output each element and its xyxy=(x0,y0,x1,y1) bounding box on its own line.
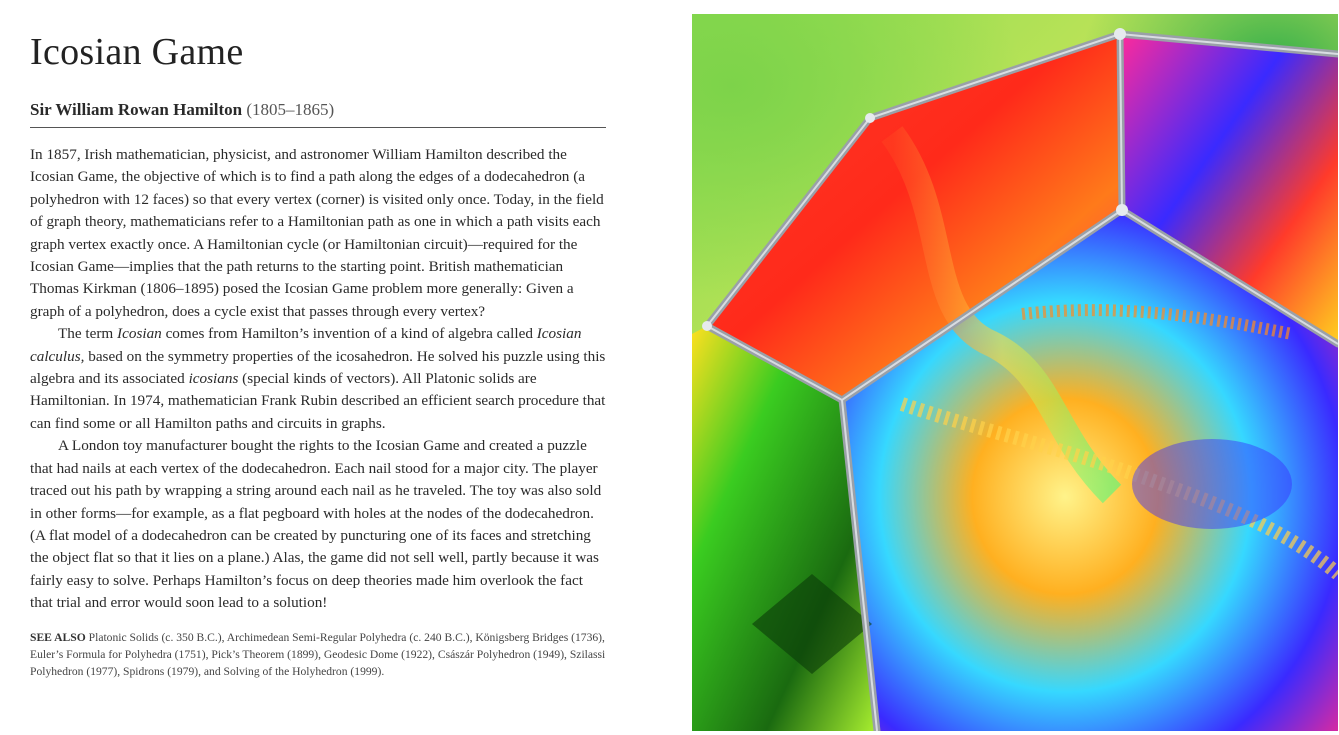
paragraph-2 xyxy=(30,323,608,435)
p2-italic-icosian: Icosian xyxy=(117,325,162,343)
see-also xyxy=(30,629,608,680)
byline xyxy=(30,100,606,128)
p2-italic-calculus: Icosian calculus, xyxy=(30,325,582,365)
p2-italic-icosians: icosians xyxy=(188,370,239,388)
see-also-text: Platonic Solids (c. 350 B.C.), Archimedean Semi-Regular Polyhedra (c. 240 B.C.), Königsberg Bridges (1736), Euler’s Formula for Polyhedra (1751), Pick’s Theorem (1899), Geodesic Dome (1922), Császár Polyhedron (1949), Szilassi Polyhedron (1977), Spidrons (1979), and Solving of the Holyhedron (1999). xyxy=(30,630,606,678)
fractal-dodecahedron-image xyxy=(692,14,1338,731)
byline-name: Sir William Rowan Hamilton xyxy=(30,100,243,119)
dodecahedron-illustration xyxy=(692,14,1338,731)
body-text xyxy=(30,144,608,615)
p2-text-c: comes from Hamilton’s invention of a kind of algebra called xyxy=(161,325,537,343)
paragraph-3: A London toy manufacturer bought the rights to the Icosian Game and created a puzzle that had nails at each vertex of the dodecahedron. Each nail stood for a major city. The player traced out his path by wrapping a string around each nail as he traveled. The toy was also sold in other forms—for example, as a flat pegboard with holes at the nodes of the dodecahedron. (A flat model of a dodecahedron can be created by puncturing one of its faces and stretching the object flat so that it lies on a plane.) Alas, the game did not sell well, partly because it was fairly easy to solve. Perhaps Hamilton’s focus on deep theories made him overlook the fact that trial and error would soon lead to a solution! xyxy=(30,437,602,612)
paragraph-1: In 1857, Irish mathematician, physicist, and astronomer William Hamilton described the Icosian Game, the objective of which is to find a path along the edges of a dodecahedron (a polyhedron with 12 faces) so that every vertex (corner) is visited only once. Today, in the field of graph theory, mathematicians refer to a Hamiltonian path as one in which a path visits each graph vertex exactly once. A Hamiltonian cycle (or Hamiltonian circuit)—required for the Icosian Game—implies that the path returns to the starting point. British mathematician Thomas Kirkman (1806–1895) posed the Icosian Game problem more generally: Given a graph of a polyhedron, does a cycle exist that passes through every vertex? xyxy=(30,146,604,320)
p2-text-e: based on the symmetry properties of the icosahedron. He solved his puzzle using this algebra and its associated xyxy=(30,347,606,388)
page-title: Icosian Game xyxy=(30,31,244,73)
text-page xyxy=(30,28,608,680)
p2-text-a: The term xyxy=(58,325,118,343)
blue-swirl xyxy=(1132,439,1292,529)
see-also-label: SEE ALSO xyxy=(30,630,86,644)
p2-text-g: (special kinds of vectors). All Platonic solids are Hamiltonian. In 1974, mathematician Frank Rubin described an efficient search procedure that can find some or all Hamilton paths and circuits in graphs. xyxy=(30,370,606,432)
byline-dates: (1805–1865) xyxy=(246,100,335,119)
